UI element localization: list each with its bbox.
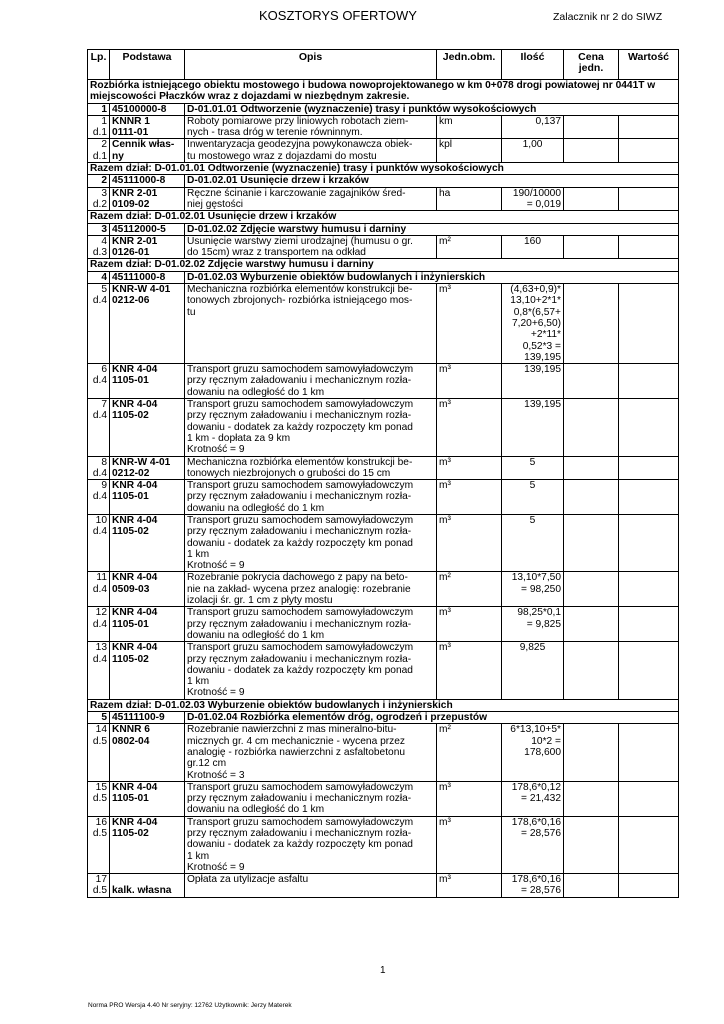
section-row	[88, 712, 679, 724]
table-row	[88, 456, 679, 480]
item-number: 13 d.4	[88, 642, 110, 699]
item-unit-price	[564, 115, 619, 139]
item-unit: m³	[437, 480, 502, 515]
table-row	[88, 781, 679, 816]
item-value	[619, 572, 679, 607]
section-row	[88, 175, 679, 187]
page-number: 1	[380, 965, 386, 976]
item-value	[619, 456, 679, 480]
item-value	[619, 642, 679, 699]
item-basis: kalk. własna	[110, 874, 185, 898]
section-total-label: Razem dział: D-01.02.03 Wyburzenie obiektów budowlanych i inżynierskich	[88, 699, 679, 711]
item-description: Rozebranie pokrycia dachowego z papy na beto- nie na zakład- wycena przez analogię: rozebranie izolacji śr. gr. 1 cm z płyty mostu	[185, 572, 437, 607]
item-quantity: (4,63+0,9)* 13,10+2*1* 0,8*(6,57+ 7,20+6,50) +2*11* 0,52*3 = 139,195	[502, 284, 564, 364]
item-unit: m³	[437, 607, 502, 642]
item-unit-price	[564, 781, 619, 816]
item-number: 15 d.5	[88, 781, 110, 816]
item-value	[619, 399, 679, 456]
item-basis: Cennik włas- ny	[110, 139, 185, 163]
section-row	[88, 103, 679, 115]
item-number: 12 d.4	[88, 607, 110, 642]
item-quantity: 178,6*0,16 = 28,576	[502, 816, 564, 873]
item-value	[619, 480, 679, 515]
item-unit-price	[564, 724, 619, 781]
table-row	[88, 572, 679, 607]
col-header-podstawa: Podstawa	[110, 50, 185, 80]
table-row	[88, 187, 679, 211]
item-description: Opłata za utylizacje asfaltu	[185, 874, 437, 898]
item-description: Transport gruzu samochodem samowyładowczym przy ręcznym załadowaniu i mechanicznym rozła- dowaniu - dodatek za każdy rozpoczęty km ponad 1 km Krotność = 9	[185, 514, 437, 571]
col-header-cena: Cena jedn.	[564, 50, 619, 80]
item-quantity: 9,825	[502, 642, 564, 699]
table-header-row	[88, 50, 679, 80]
attachment-label: Zalacznik nr 2 do SIWZ	[553, 11, 663, 23]
table-row	[88, 514, 679, 571]
item-quantity: 139,195	[502, 399, 564, 456]
item-basis: KNR 4-04 1105-01	[110, 364, 185, 399]
item-value	[619, 235, 679, 259]
section-number: 5	[88, 712, 110, 724]
item-unit-price	[564, 572, 619, 607]
table-row	[88, 235, 679, 259]
section-code: 45111000-8	[110, 271, 185, 283]
section-number: 2	[88, 175, 110, 187]
item-value	[619, 139, 679, 163]
item-unit-price	[564, 235, 619, 259]
item-number: 17 d.5	[88, 874, 110, 898]
col-header-wartosc: Wartość	[619, 50, 679, 80]
table-row	[88, 816, 679, 873]
item-basis: KNR 4-04 1105-02	[110, 399, 185, 456]
item-basis: KNNR 6 0802-04	[110, 724, 185, 781]
item-number: 6 d.4	[88, 364, 110, 399]
item-description: Usunięcie warstwy ziemi urodzajnej (humusu o gr. do 15cm) wraz z transportem na odkład	[185, 235, 437, 259]
item-value	[619, 364, 679, 399]
section-total-row	[88, 211, 679, 223]
item-unit-price	[564, 456, 619, 480]
item-value	[619, 607, 679, 642]
item-unit-price	[564, 642, 619, 699]
item-description: Rozebranie nawierzchni z mas mineralno-bitu- micznych gr. 4 cm mechanicznie - wycena przez analogię - rozbiórka nawierzchni z asfaltobetonu gr.12 cm Krotność = 3	[185, 724, 437, 781]
item-basis: KNR 2-01 0109-02	[110, 187, 185, 211]
section-title: D-01.02.01 Usunięcie drzew i krzaków	[185, 175, 679, 187]
item-basis: KNNR 1 0111-01	[110, 115, 185, 139]
section-title: D-01.02.04 Rozbiórka elementów dróg, ogrodzeń i przepustów	[185, 712, 679, 724]
item-unit: m³	[437, 284, 502, 364]
item-unit: m³	[437, 364, 502, 399]
section-code: 45111000-8	[110, 175, 185, 187]
item-quantity: 0,137	[502, 115, 564, 139]
item-basis: KNR 4-04 1105-02	[110, 642, 185, 699]
table-row	[88, 364, 679, 399]
section-number: 4	[88, 271, 110, 283]
section-total-label: Razem dział: D-01.01.01 Odtworzenie (wyznaczenie) trasy i punktów wysokościowych	[88, 163, 679, 175]
item-unit-price	[564, 187, 619, 211]
section-number: 3	[88, 223, 110, 235]
item-unit: m³	[437, 781, 502, 816]
table-row	[88, 607, 679, 642]
item-unit: ha	[437, 187, 502, 211]
table-row	[88, 642, 679, 699]
item-unit: kpl	[437, 139, 502, 163]
item-description: Inwentaryzacja geodezyjna powykonawcza obiek- tu mostowego wraz z dojazdami do mostu	[185, 139, 437, 163]
item-value	[619, 514, 679, 571]
item-description: Transport gruzu samochodem samowyładowczym przy ręcznym załadowaniu i mechanicznym rozła- dowaniu na odległość do 1 km	[185, 781, 437, 816]
item-number: 10 d.4	[88, 514, 110, 571]
item-quantity: 5	[502, 514, 564, 571]
item-number: 3 d.2	[88, 187, 110, 211]
section-code: 45100000-8	[110, 103, 185, 115]
cost-estimate-table	[87, 49, 679, 898]
section-row	[88, 223, 679, 235]
item-unit: m³	[437, 816, 502, 873]
table-row	[88, 480, 679, 515]
item-basis: KNR 4-04 1105-02	[110, 514, 185, 571]
col-header-ilosc: Ilość	[502, 50, 564, 80]
item-unit: m²	[437, 235, 502, 259]
item-basis: KNR 4-04 1105-02	[110, 816, 185, 873]
item-unit-price	[564, 399, 619, 456]
item-basis: KNR-W 4-01 0212-02	[110, 456, 185, 480]
table-row	[88, 399, 679, 456]
item-value	[619, 874, 679, 898]
item-unit-price	[564, 284, 619, 364]
table-row	[88, 284, 679, 364]
intro-text: Rozbiórka istniejącego obiektu mostowego i budowa nowoprojektowanego w km 0+078 drogi powiatowej nr 0441T w miejscowości Płaczków wraz z dojazdami w niezbędnym zakresie.	[88, 80, 679, 104]
section-title: D-01.02.03 Wyburzenie obiektów budowlanych i inżynierskich	[185, 271, 679, 283]
item-quantity: 13,10*7,50 = 98,250	[502, 572, 564, 607]
item-quantity: 190/10000 = 0,019	[502, 187, 564, 211]
item-unit: m³	[437, 514, 502, 571]
item-number: 2 d.1	[88, 139, 110, 163]
item-description: Transport gruzu samochodem samowyładowczym przy ręcznym załadowaniu i mechanicznym rozła- dowaniu - dodatek za każdy rozpoczęty km ponad 1 km Krotność = 9	[185, 816, 437, 873]
item-basis: KNR 2-01 0126-01	[110, 235, 185, 259]
table-row	[88, 724, 679, 781]
item-value	[619, 115, 679, 139]
col-header-opis: Opis	[185, 50, 437, 80]
item-quantity: 178,6*0,16 = 28,576	[502, 874, 564, 898]
item-quantity: 139,195	[502, 364, 564, 399]
table-row	[88, 139, 679, 163]
item-description: Transport gruzu samochodem samowyładowczym przy ręcznym załadowaniu i mechanicznym rozła- dowaniu - dodatek za każdy rozpoczęty km ponad 1 km Krotność = 9	[185, 642, 437, 699]
item-number: 7 d.4	[88, 399, 110, 456]
item-description: Roboty pomiarowe przy liniowych robotach ziem- nych - trasa dróg w terenie równinnym.	[185, 115, 437, 139]
item-number: 16 d.5	[88, 816, 110, 873]
item-unit: m³	[437, 642, 502, 699]
item-value	[619, 724, 679, 781]
item-value	[619, 187, 679, 211]
item-number: 9 d.4	[88, 480, 110, 515]
section-title: D-01.02.02 Zdjęcie warstwy humusu i darniny	[185, 223, 679, 235]
item-unit: m³	[437, 456, 502, 480]
item-value	[619, 781, 679, 816]
item-unit-price	[564, 364, 619, 399]
section-code: 45112000-5	[110, 223, 185, 235]
item-unit: km	[437, 115, 502, 139]
table-row	[88, 115, 679, 139]
item-number: 14 d.5	[88, 724, 110, 781]
item-basis: KNR 4-04 1105-01	[110, 607, 185, 642]
item-quantity: 160	[502, 235, 564, 259]
item-description: Transport gruzu samochodem samowyładowczym przy ręcznym załadowaniu i mechanicznym rozła- dowaniu - dodatek za każdy rozpoczęty km ponad 1 km - dopłata za 9 km Krotność = 9	[185, 399, 437, 456]
section-title: D-01.01.01 Odtworzenie (wyznaczenie) trasy i punktów wysokościowych	[185, 103, 679, 115]
item-number: 4 d.3	[88, 235, 110, 259]
item-unit: m³	[437, 874, 502, 898]
item-description: Transport gruzu samochodem samowyładowczym przy ręcznym załadowaniu i mechanicznym rozła- dowaniu na odległość do 1 km	[185, 480, 437, 515]
document-title: KOSZTORYS OFERTOWY	[259, 8, 417, 23]
item-quantity: 178,6*0,12 = 21,432	[502, 781, 564, 816]
item-description: Transport gruzu samochodem samowyładowczym przy ręcznym załadowaniu i mechanicznym rozła- dowaniu na odległość do 1 km	[185, 607, 437, 642]
item-unit-price	[564, 874, 619, 898]
item-unit-price	[564, 514, 619, 571]
item-description: Mechaniczna rozbiórka elementów konstrukcji be- tonowych zbrojonych- rozbiórka istniejącego mos- tu	[185, 284, 437, 364]
section-row	[88, 271, 679, 283]
intro-row	[88, 80, 679, 104]
item-unit-price	[564, 816, 619, 873]
table-row	[88, 874, 679, 898]
item-basis: KNR-W 4-01 0212-06	[110, 284, 185, 364]
item-value	[619, 284, 679, 364]
item-quantity: 1,00	[502, 139, 564, 163]
item-unit-price	[564, 607, 619, 642]
section-total-label: Razem dział: D-01.02.01 Usunięcie drzew i krzaków	[88, 211, 679, 223]
item-description: Mechaniczna rozbiórka elementów konstrukcji be- tonowych niezbrojonych o grubości do 15 cm	[185, 456, 437, 480]
section-number: 1	[88, 103, 110, 115]
item-number: 11 d.4	[88, 572, 110, 607]
section-total-row	[88, 699, 679, 711]
section-total-row	[88, 163, 679, 175]
section-total-row	[88, 259, 679, 271]
item-basis: KNR 4-04 1105-01	[110, 480, 185, 515]
item-quantity: 5	[502, 480, 564, 515]
item-unit-price	[564, 480, 619, 515]
item-unit: m³	[437, 399, 502, 456]
item-quantity: 98,25*0,1 = 9,825	[502, 607, 564, 642]
col-header-jedn: Jedn.obm.	[437, 50, 502, 80]
col-header-lp: Lp.	[88, 50, 110, 80]
item-basis: KNR 4-04 0509-03	[110, 572, 185, 607]
section-total-label: Razem dział: D-01.02.02 Zdjęcie warstwy humusu i darniny	[88, 259, 679, 271]
item-number: 5 d.4	[88, 284, 110, 364]
item-unit: m²	[437, 724, 502, 781]
item-number: 8 d.4	[88, 456, 110, 480]
footer-text: Norma PRO Wersja 4.40 Nr seryjny: 12762 Użytkownik: Jerzy Materek	[88, 1002, 292, 1009]
item-unit-price	[564, 139, 619, 163]
section-code: 45111100-9	[110, 712, 185, 724]
item-quantity: 5	[502, 456, 564, 480]
item-quantity: 6*13,10+5* 10*2 = 178,600	[502, 724, 564, 781]
item-unit: m²	[437, 572, 502, 607]
item-description: Ręczne ścinanie i karczowanie zagajników śred- niej gęstości	[185, 187, 437, 211]
item-description: Transport gruzu samochodem samowyładowczym przy ręcznym załadowaniu i mechanicznym rozła- dowaniu na odległość do 1 km	[185, 364, 437, 399]
item-number: 1 d.1	[88, 115, 110, 139]
item-value	[619, 816, 679, 873]
item-basis: KNR 4-04 1105-01	[110, 781, 185, 816]
